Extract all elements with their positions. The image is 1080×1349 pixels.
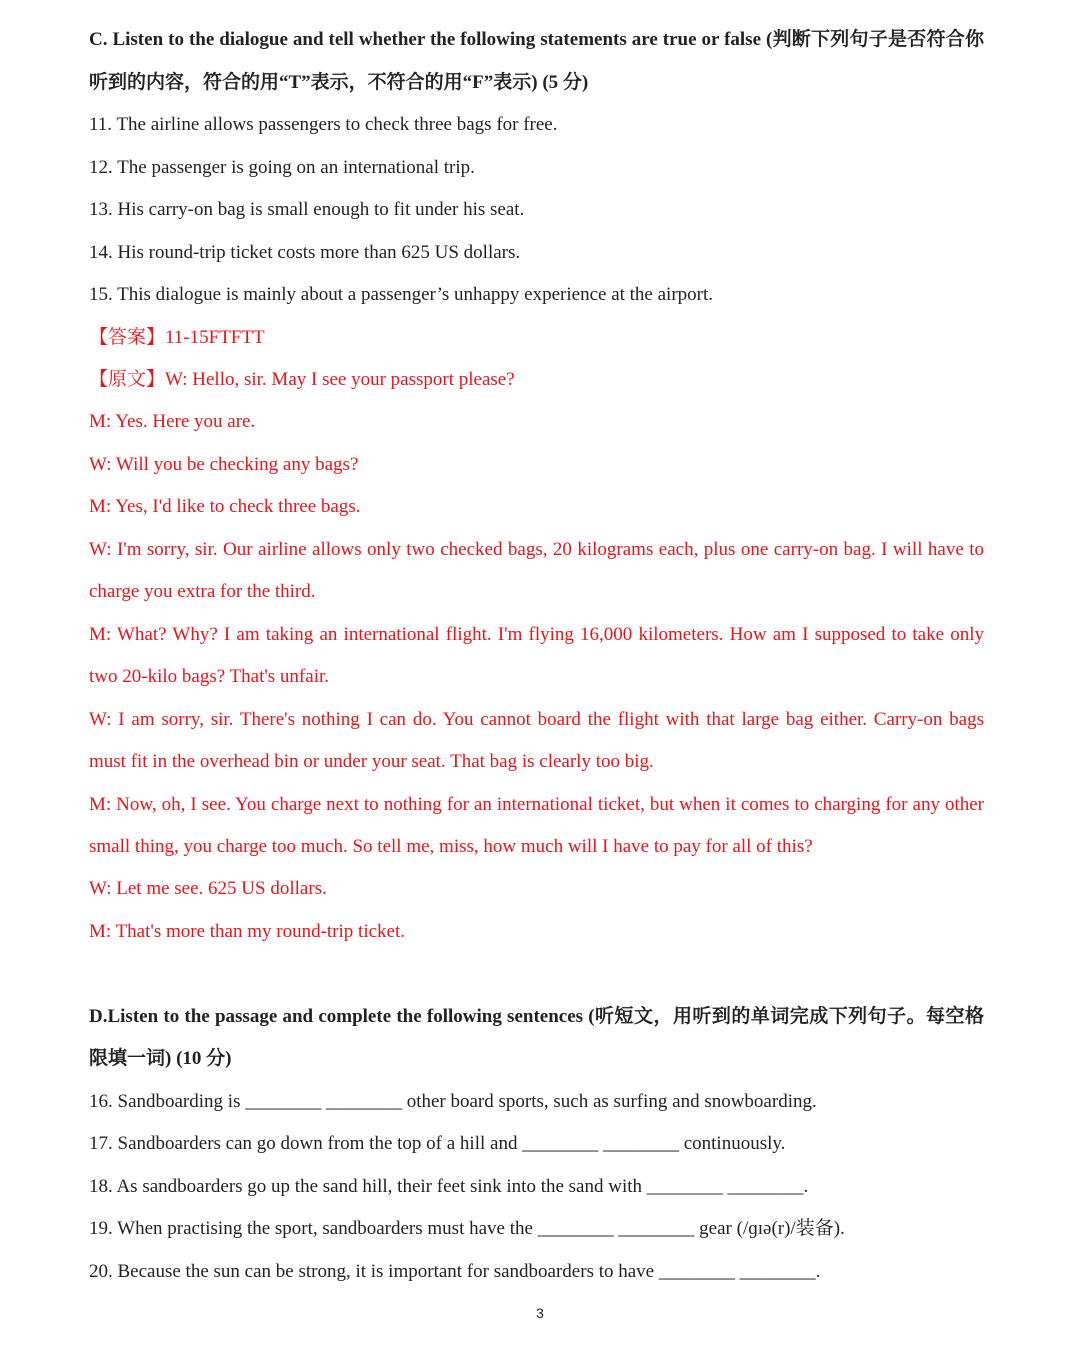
question-11: 11. The airline allows passengers to check three bags for free.: [89, 114, 558, 135]
answer-value: 11-15FTFTT: [165, 327, 265, 348]
transcript-text: W: Hello, sir. May I see your passport please?: [165, 369, 515, 390]
question-15: 15. This dialogue is mainly about a passenger’s unhappy experience at the airport.: [89, 284, 714, 305]
transcript-line-14: M: That's more than my round-trip ticket.: [89, 921, 405, 942]
question-18: 18. As sandboarders go up the sand hill, their feet sink into the sand with ________ ________.: [89, 1176, 809, 1197]
transcript-line-7: M: What? Why? I am taking an international flight. I'm flying 16,000 kilometers. How am I supposed to take only: [89, 624, 984, 645]
transcript-line-11: M: Now, oh, I see. You charge next to nothing for an international ticket, but when it comes to charging for any other: [89, 794, 984, 815]
question-14: 14. His round-trip ticket costs more than 625 US dollars.: [89, 242, 521, 263]
answer-tag: 【答案】: [89, 327, 166, 348]
transcript-line-1: [89, 367, 984, 393]
question-13: 13. His carry-on bag is small enough to fit under his seat.: [89, 199, 525, 220]
transcript-line-10: must fit in the overhead bin or under your seat. That bag is clearly too big.: [89, 751, 654, 772]
page-number: 3: [536, 1305, 544, 1321]
transcript-line-6: charge you extra for the third.: [89, 581, 316, 602]
section-c-heading-cont: 听到的内容，符合的用“T”表示，不符合的用“F”表示) (5 分): [89, 72, 589, 93]
transcript-line-3: W: Will you be checking any bags?: [89, 454, 359, 475]
transcript-line-8: two 20-kilo bags? That's unfair.: [89, 666, 330, 687]
answer-line: [89, 325, 984, 351]
transcript-line-12: small thing, you charge too much. So tell me, miss, how much will I have to pay for all of this?: [89, 836, 813, 857]
question-20: 20. Because the sun can be strong, it is important for sandboarders to have ________ ________.: [89, 1261, 821, 1282]
transcript-line-9: W: I am sorry, sir. There's nothing I can do. You cannot board the flight with that large bag either. Carry-on bags: [89, 709, 984, 730]
transcript-line-13: W: Let me see. 625 US dollars.: [89, 878, 327, 899]
section-c-heading: C. Listen to the dialogue and tell whether the following statements are true or false (判断下列句子是否符合你: [89, 29, 984, 50]
transcript-tag: 【原文】: [89, 369, 166, 390]
transcript-line-2: M: Yes. Here you are.: [89, 411, 256, 432]
transcript-line-4: M: Yes, I'd like to check three bags.: [89, 496, 361, 517]
question-19: 19. When practising the sport, sandboarders must have the ________ ________ gear (/ɡɪə(r)/装备).: [89, 1218, 845, 1239]
transcript-line-5: W: I'm sorry, sir. Our airline allows only two checked bags, 20 kilograms each, plus one carry-on bag. I will have to: [89, 539, 984, 560]
section-d-heading: D.Listen to the passage and complete the following sentences (听短文，用听到的单词完成下列句子。每空格: [89, 1006, 984, 1027]
question-17: 17. Sandboarders can go down from the top of a hill and ________ ________ continuously.: [89, 1133, 786, 1154]
question-12: 12. The passenger is going on an international trip.: [89, 157, 475, 178]
question-16: 16. Sandboarding is ________ ________ other board sports, such as surfing and snowboarding.: [89, 1091, 817, 1112]
section-d-heading-cont: 限填一词) (10 分): [89, 1048, 232, 1069]
